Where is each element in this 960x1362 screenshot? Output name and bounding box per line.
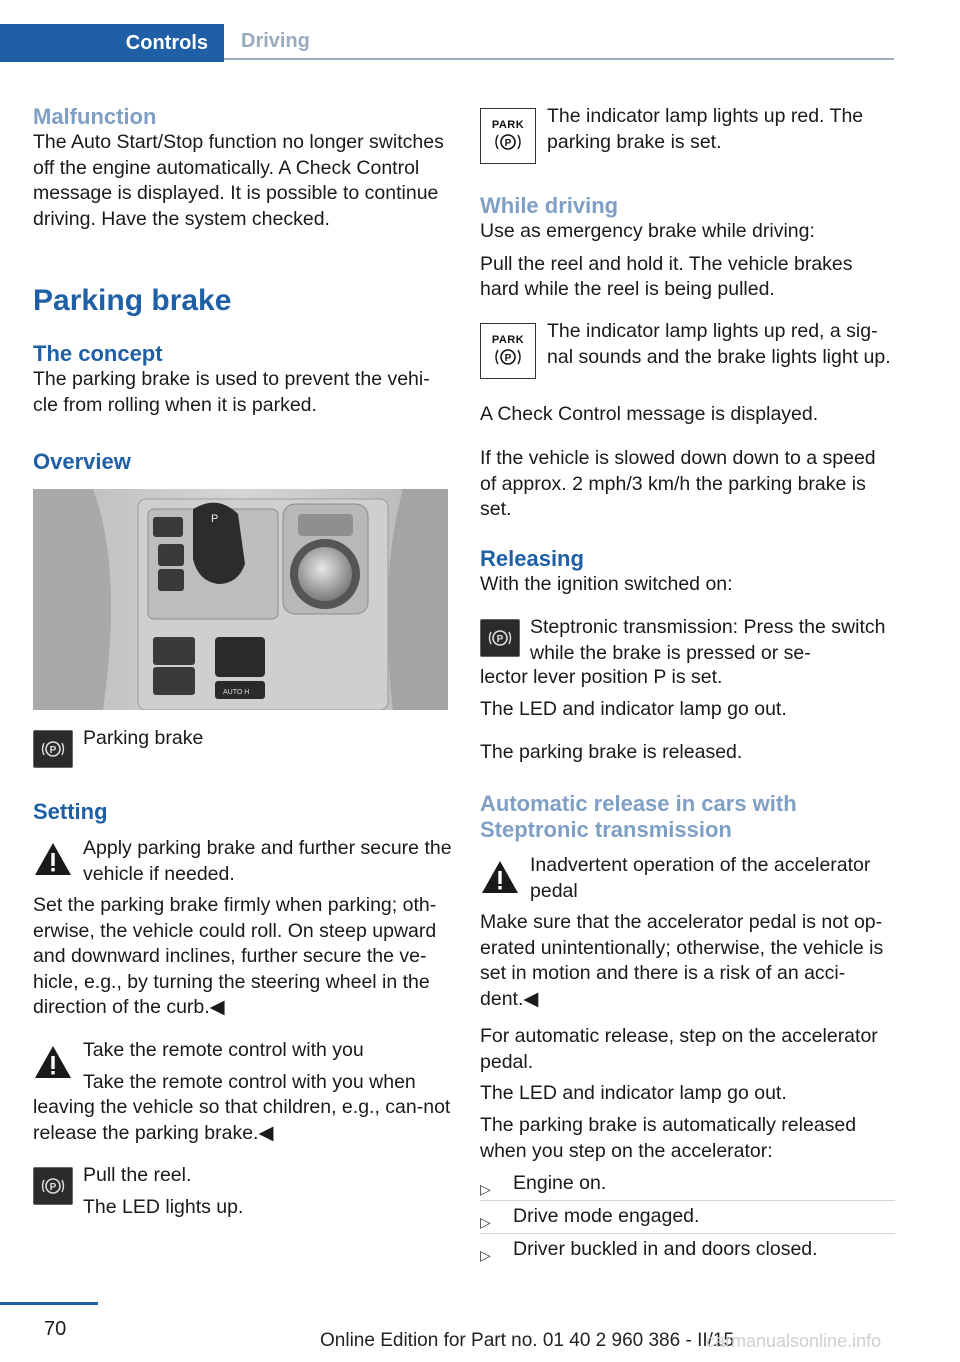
parking-brake-icon bbox=[33, 730, 73, 768]
auto-release-heading: Automatic release in cars with Steptronic transmission bbox=[480, 791, 797, 842]
warning1-text: Set the parking brake firmly when parking; oth‐erwise, the vehicle could roll. On steep upward and downward inclines, further secure the ve‐hicle, e.g., by turning the steering wheel in the direction of the curb.◀ bbox=[33, 894, 437, 1018]
svg-text:P: P bbox=[504, 138, 512, 149]
svg-text:P: P bbox=[504, 353, 512, 364]
led-out2-text: The LED and indicator lamp go out. bbox=[480, 1082, 787, 1104]
parking-brake-icon-label: Parking brake bbox=[83, 727, 204, 749]
pull-hold-text: Pull the reel and hold it. The vehicle brakes hard while the reel is being pulled. bbox=[480, 252, 853, 300]
concept-section bbox=[33, 341, 448, 418]
indicator-red-text: The indicator lamp lights up red. The parking brake is set. bbox=[547, 105, 864, 153]
released-text: The parking brake is released. bbox=[480, 741, 743, 763]
releasing-section bbox=[480, 546, 895, 598]
console-photo bbox=[33, 489, 448, 710]
bullet-icon: ▷ bbox=[480, 1214, 491, 1230]
releasing-heading: Releasing bbox=[480, 546, 584, 571]
svg-text:P: P bbox=[49, 1182, 57, 1193]
list-item: ▷ Driver buckled in and doors closed. bbox=[480, 1234, 895, 1266]
warning2-title: Take the remote control with you bbox=[83, 1039, 364, 1061]
footer-rule bbox=[0, 1302, 98, 1305]
pull-reel-text: Pull the reel. bbox=[83, 1164, 192, 1186]
led-lights-text: The LED lights up. bbox=[83, 1196, 244, 1218]
warning-icon bbox=[480, 858, 520, 901]
warning1-title: Apply parking brake and further secure the vehicle if needed. bbox=[83, 837, 452, 885]
bullet-icon: ▷ bbox=[480, 1247, 491, 1263]
led-out-text: The LED and indicator lamp go out. bbox=[480, 698, 787, 720]
warning2-text-first: Take the remote control with you when bbox=[83, 1071, 416, 1093]
emergency-text: Use as emergency brake while driving: bbox=[480, 220, 815, 242]
svg-text:P: P bbox=[49, 745, 57, 756]
warning-icon bbox=[33, 840, 73, 883]
steptronic-text-rest: lector lever position P is set. bbox=[480, 666, 723, 688]
bullet-icon: ▷ bbox=[480, 1181, 491, 1197]
svg-text:P: P bbox=[496, 634, 504, 645]
auto-step-text: For automatic release, step on the accelerator pedal. bbox=[480, 1025, 878, 1073]
ignition-text: With the ignition switched on: bbox=[480, 573, 733, 595]
svg-text:P: P bbox=[211, 513, 219, 525]
parking-brake-heading: Parking brake bbox=[33, 284, 232, 317]
watermark: carmanualsonline.info bbox=[706, 1331, 882, 1351]
edition-text: Online Edition for Part no. 01 40 2 960 386 - II/15 bbox=[320, 1330, 735, 1351]
auto-released-text: The parking brake is automatically released when you step on the accelerator: bbox=[480, 1114, 857, 1162]
page-number: 70 bbox=[44, 1318, 67, 1340]
tab-controls[interactable]: Controls bbox=[0, 24, 224, 62]
steptronic-text-first: Steptronic transmission: Press the switch while the brake is pressed or se‐ bbox=[530, 616, 886, 664]
list-item: ▷ Engine on. bbox=[480, 1168, 895, 1201]
indicator-signal-text: The indicator lamp lights up red, a sig‐nal sounds and the brake lights light up. bbox=[547, 320, 891, 368]
overview-heading: Overview bbox=[33, 449, 131, 474]
warning2-text-rest: leaving the vehicle so that children, e.g., can‐not release the parking brake.◀ bbox=[33, 1096, 451, 1144]
warning3-text: Make sure that the accelerator pedal is not op‐erated unintentionally; otherwise, the vehicle is set in motion and there is a risk of an acci‐dent.◀ bbox=[480, 911, 884, 1010]
concept-text: The parking brake is used to prevent the vehi‐cle from rolling when it is parked. bbox=[33, 368, 430, 416]
list-item: ▷ Drive mode engaged. bbox=[480, 1201, 895, 1234]
conditions-list bbox=[480, 1168, 895, 1266]
while-driving-section bbox=[480, 193, 895, 303]
parking-brake-icon bbox=[480, 619, 520, 657]
svg-text:AUTO H: AUTO H bbox=[223, 689, 250, 696]
console-photo-illustration bbox=[33, 489, 448, 710]
warning3-title: Inadvertent operation of the accelerator pedal bbox=[530, 854, 871, 902]
slowed-text: If the vehicle is slowed down down to a speed of approx. 2 mph/3 km/h the parking brake is set. bbox=[480, 447, 876, 520]
malfunction-text: The Auto Start/Stop function no longer switches off the engine automatically. A Check Control message is displayed. It is possible to continue driving. Have the system checked. bbox=[33, 131, 444, 230]
check-control-text: A Check Control message is displayed. bbox=[480, 403, 819, 425]
tab-driving[interactable]: Driving bbox=[224, 24, 894, 60]
warning-icon bbox=[33, 1043, 73, 1086]
concept-heading: The concept bbox=[33, 341, 163, 366]
malfunction-heading: Malfunction bbox=[33, 104, 157, 129]
park-indicator-icon: PARK P bbox=[480, 323, 536, 379]
left-column bbox=[33, 104, 448, 232]
while-driving-heading: While driving bbox=[480, 193, 619, 218]
parking-brake-icon bbox=[33, 1167, 73, 1205]
setting-heading: Setting bbox=[33, 799, 108, 824]
park-indicator-icon: PARK P bbox=[480, 108, 536, 164]
